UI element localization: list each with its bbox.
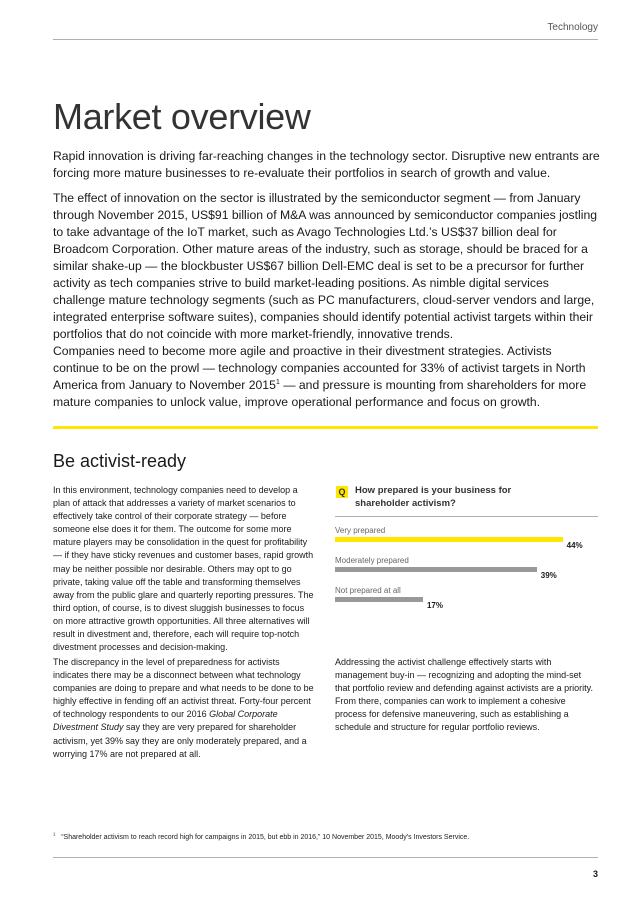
header-divider	[53, 39, 598, 40]
bar-label: Moderately prepared	[335, 556, 409, 565]
column-2-paragraph: Addressing the activist challenge effectively starts with management buy-in — recognizing and adopting the mind-set that portfolio review and defending against activists are a priority. From there, companies can work to implement a cohesive process for defensive maneuvering, such as establishing a schedule and structure for regular portfolio reviews.	[335, 657, 593, 733]
question-text: How prepared is your business for shareholder activism?	[355, 485, 512, 509]
bar	[335, 537, 563, 542]
bar-value-label: 44%	[566, 541, 583, 550]
bar	[335, 597, 423, 602]
section-heading: Be activist-ready	[53, 451, 187, 471]
page-title: Market overview	[53, 96, 311, 137]
intro-paragraph-1: Rapid innovation is driving far-reaching changes in the technology sector. Disruptive new entrants are forcing more mature businesses to re-evaluate their portfolios in search of growth and value.	[53, 149, 600, 180]
question-divider	[335, 516, 598, 517]
bar-value-label: 39%	[540, 571, 557, 580]
page-number: 3	[592, 869, 598, 879]
footnote-reference: 1	[275, 376, 280, 386]
section-label: Technology	[547, 22, 598, 33]
study-title: Global Corporate Divestment Study	[53, 709, 278, 733]
column-1-paragraph-2-text: The discrepancy in the level of preparedness for activists indicates there may be a disconnect between what technology companies are doing to prepare and what needs to be done to be highly effective in fending off an activist threat. Forty-four percent of technology respondents to our 2016	[53, 657, 314, 720]
intro-paragraph-3-text-end: — and pressure is mounting from shareholders for more mature companies to unlock value, improve operational performance and focus on growth.	[53, 378, 587, 409]
column-1-paragraph-1: In this environment, technology companies need to develop a plan of attack that addresses a variety of market scenarios to effectively take control of their corporate strategy — before someone else does it for them. The outcome for some more mature players may be consolidation in the quest for profitability — if they have sticky revenues and customer bases, rapid growth may be neither possible nor desirable. Others may opt to go private, taking value off the table and transforming themselves away from the public glare and quarterly reporting pressures. The third option, of course, is to divest sluggish businesses to focus on more attractive growth opportunities. All three alternatives will result in divestment and, therefore, each will require top-notch divestment processes and decision-making.	[53, 485, 314, 653]
intro-paragraph-2: The effect of innovation on the sector is illustrated by the semiconductor segment — from January through November 2015, US$91 billion of M&A was announced by semiconductor companies jostling to take advantage of the IoT market, such as Avago Technologies Ltd.’s US$37 billion deal for Broadcom Corporation. Other mature areas of the industry, such as storage, should be braced for a similar shake-up — the blockbuster US$67 billion Dell-EMC deal is set to be a precursor for further activity as tech companies strive to build market-leading positions. As nimble digital services challenge mature technology segments (such as PC manufacturers, cloud-server vendors and large, integrated enterprise software suites), companies should identify potential activist targets within their portfolios that do not coincide with more market-friendly, innovative trends.	[53, 191, 598, 341]
question-badge: Q	[336, 486, 348, 498]
intro-paragraph-3-text: Companies need to become more agile and proactive in their divestment strategies. Activists continue to be on the prowl — technology companies accounted for 33% of activist targets in North America from January to November 2015	[53, 344, 586, 392]
bar-value-label: 17%	[426, 601, 443, 610]
bar-label: Not prepared at all	[335, 586, 401, 595]
bar-label: Very prepared	[335, 526, 386, 535]
footnote-marker: 1	[53, 831, 56, 837]
footnote	[53, 831, 470, 841]
intro-paragraph-3	[53, 343, 601, 411]
footer-divider	[53, 857, 598, 858]
bar	[335, 567, 537, 572]
section-divider	[53, 426, 598, 429]
footnote-text: “Shareholder activism to reach record high for campaigns in 2015, but ebb in 2016,” 10 November 2015, Moody’s Investors Service.	[61, 834, 470, 841]
column-1-paragraph-2	[53, 656, 315, 761]
column-1-paragraph-2-text-end: say they are very prepared for shareholder activism, yet 39% say they are only moderately prepared, and a worrying 17% are not prepared at all.	[53, 722, 307, 759]
